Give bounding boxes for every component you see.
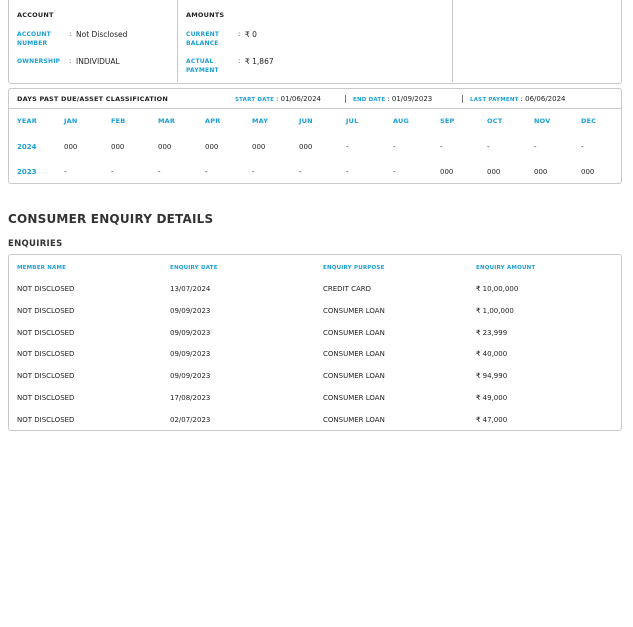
start-date-value: 01/06/2024 bbox=[280, 95, 321, 103]
month-header: FEB bbox=[111, 117, 126, 125]
dpd-value-cell: 000 bbox=[64, 143, 78, 151]
member-name-cell: NOT DISCLOSED bbox=[17, 372, 75, 381]
enquiry-purpose-cell: CONSUMER LOAN bbox=[323, 372, 385, 381]
enquiry-date-cell: 09/09/2023 bbox=[170, 372, 211, 381]
account-heading: ACCOUNT bbox=[17, 11, 54, 19]
dpd-value-cell: - bbox=[440, 143, 443, 151]
enquiry-amount-cell: ₹ 1,00,000 bbox=[476, 306, 514, 315]
start-date: START DATE : 01/06/2024 bbox=[235, 95, 321, 103]
dpd-value-cell: 000 bbox=[487, 168, 501, 176]
amounts-section bbox=[178, 0, 453, 82]
month-header: NOV bbox=[534, 117, 551, 125]
last-payment-value: 06/06/2024 bbox=[525, 95, 566, 103]
dpd-value-cell: - bbox=[252, 168, 255, 176]
dpd-value-cell: - bbox=[346, 143, 349, 151]
dpd-value-cell: - bbox=[534, 143, 537, 151]
month-header: JUN bbox=[299, 117, 313, 125]
colon: : bbox=[69, 57, 72, 65]
account-number-label: ACCOUNT NUMBER bbox=[17, 31, 51, 47]
enquiry-purpose-cell: CONSUMER LOAN bbox=[323, 350, 385, 359]
last-payment: LAST PAYMENT : 06/06/2024 bbox=[470, 95, 566, 103]
dpd-value-cell: 000 bbox=[440, 168, 454, 176]
month-header: APR bbox=[205, 117, 221, 125]
enquiry-amount-cell: ₹ 94,990 bbox=[476, 372, 508, 381]
colon: : bbox=[69, 30, 72, 38]
enquiries-subtitle: ENQUIRIES bbox=[8, 239, 63, 249]
enquiry-date-cell: 13/07/2024 bbox=[170, 285, 211, 293]
dpd-value-cell: - bbox=[346, 168, 349, 176]
dpd-value-cell: 000 bbox=[252, 143, 266, 151]
month-header: SEP bbox=[440, 117, 455, 125]
colon: : bbox=[238, 30, 241, 38]
enquiry-purpose-cell: CONSUMER LOAN bbox=[323, 306, 385, 315]
actual-payment-label: ACTUAL PAYMENT bbox=[186, 58, 219, 74]
enquiry-amount-cell: ₹ 40,000 bbox=[476, 350, 508, 359]
month-header: MAR bbox=[158, 117, 176, 125]
dpd-title: DAYS PAST DUE/ASSET CLASSIFICATION bbox=[17, 95, 168, 103]
consumer-enquiry-title: CONSUMER ENQUIRY DETAILS bbox=[8, 212, 214, 226]
colon: : bbox=[238, 57, 241, 65]
ownership-label: OWNERSHIP bbox=[17, 58, 61, 65]
member-name-cell: NOT DISCLOSED bbox=[17, 285, 75, 293]
enquiry-amount-cell: ₹ 10,00,000 bbox=[476, 285, 519, 293]
member-name-cell: NOT DISCLOSED bbox=[17, 415, 75, 424]
dpd-value-cell: - bbox=[393, 168, 396, 176]
month-header: AUG bbox=[393, 117, 410, 125]
account-number-value: Not Disclosed bbox=[76, 30, 128, 39]
enquiry-date-cell: 09/09/2023 bbox=[170, 350, 211, 359]
member-name-cell: NOT DISCLOSED bbox=[17, 394, 75, 402]
account-section bbox=[9, 0, 178, 82]
header-member-name: MEMBER NAME bbox=[17, 265, 67, 271]
dpd-value-cell: 000 bbox=[111, 143, 125, 151]
month-header: OCT bbox=[487, 117, 503, 125]
month-header: DEC bbox=[581, 117, 597, 125]
month-header: JUL bbox=[346, 117, 359, 125]
actual-payment-value: ₹ 1,867 bbox=[245, 57, 274, 66]
account-summary-panel bbox=[8, 0, 622, 84]
enquiry-purpose-cell: CONSUMER LOAN bbox=[323, 415, 385, 424]
end-date-value: 01/09/2023 bbox=[391, 95, 433, 103]
enquiry-amount-cell: ₹ 49,000 bbox=[476, 394, 508, 402]
month-header: MAY bbox=[252, 117, 269, 125]
end-date: END DATE : 01/09/2023 bbox=[353, 95, 433, 103]
year-cell: 2024 bbox=[17, 143, 37, 151]
enquiry-date-cell: 02/07/2023 bbox=[170, 415, 211, 424]
dpd-value-cell: 000 bbox=[299, 143, 313, 151]
year-header: YEAR bbox=[17, 117, 37, 125]
dpd-value-cell: 000 bbox=[581, 168, 595, 176]
dpd-value-cell: - bbox=[487, 143, 490, 151]
current-balance-label: CURRENT BALANCE bbox=[186, 31, 220, 47]
empty-section bbox=[453, 0, 621, 82]
dpd-value-cell: 000 bbox=[158, 143, 172, 151]
separator: | bbox=[461, 94, 464, 103]
dpd-value-cell: - bbox=[64, 168, 67, 176]
dpd-value-cell: - bbox=[581, 143, 584, 151]
separator: | bbox=[344, 94, 347, 103]
dpd-value-cell: - bbox=[299, 168, 302, 176]
year-cell: 2023 bbox=[17, 168, 37, 176]
enquiry-date-cell: 17/08/2023 bbox=[170, 394, 211, 402]
enquiry-amount-cell: ₹ 47,000 bbox=[476, 415, 508, 424]
enquiry-purpose-cell: CREDIT CARD bbox=[323, 285, 372, 293]
member-name-cell: NOT DISCLOSED bbox=[17, 350, 75, 359]
header-enquiry-amount: ENQUIRY AMOUNT bbox=[476, 265, 536, 271]
dpd-value-cell: - bbox=[111, 168, 114, 176]
dpd-value-cell: - bbox=[205, 168, 208, 176]
enquiry-date-cell: 09/09/2023 bbox=[170, 328, 211, 337]
dpd-value-cell: - bbox=[158, 168, 161, 176]
header-enquiry-date: ENQUIRY DATE bbox=[170, 265, 218, 271]
member-name-cell: NOT DISCLOSED bbox=[17, 306, 75, 315]
enquiries-table bbox=[8, 254, 622, 431]
dpd-value-cell: 000 bbox=[534, 168, 548, 176]
dpd-value-cell: - bbox=[393, 143, 396, 151]
dpd-panel bbox=[8, 88, 622, 184]
header-enquiry-purpose: ENQUIRY PURPOSE bbox=[323, 265, 385, 271]
dpd-header-row bbox=[9, 89, 621, 109]
ownership-value: INDIVIDUAL bbox=[76, 57, 120, 66]
member-name-cell: NOT DISCLOSED bbox=[17, 328, 75, 337]
dpd-value-cell: 000 bbox=[205, 143, 219, 151]
amounts-heading: AMOUNTS bbox=[186, 11, 225, 19]
enquiry-date-cell: 09/09/2023 bbox=[170, 306, 211, 315]
enquiry-purpose-cell: CONSUMER LOAN bbox=[323, 394, 385, 402]
current-balance-value: ₹ 0 bbox=[245, 30, 257, 39]
enquiry-purpose-cell: CONSUMER LOAN bbox=[323, 328, 385, 337]
enquiry-amount-cell: ₹ 23,999 bbox=[476, 328, 508, 337]
month-header: JAN bbox=[64, 117, 78, 125]
